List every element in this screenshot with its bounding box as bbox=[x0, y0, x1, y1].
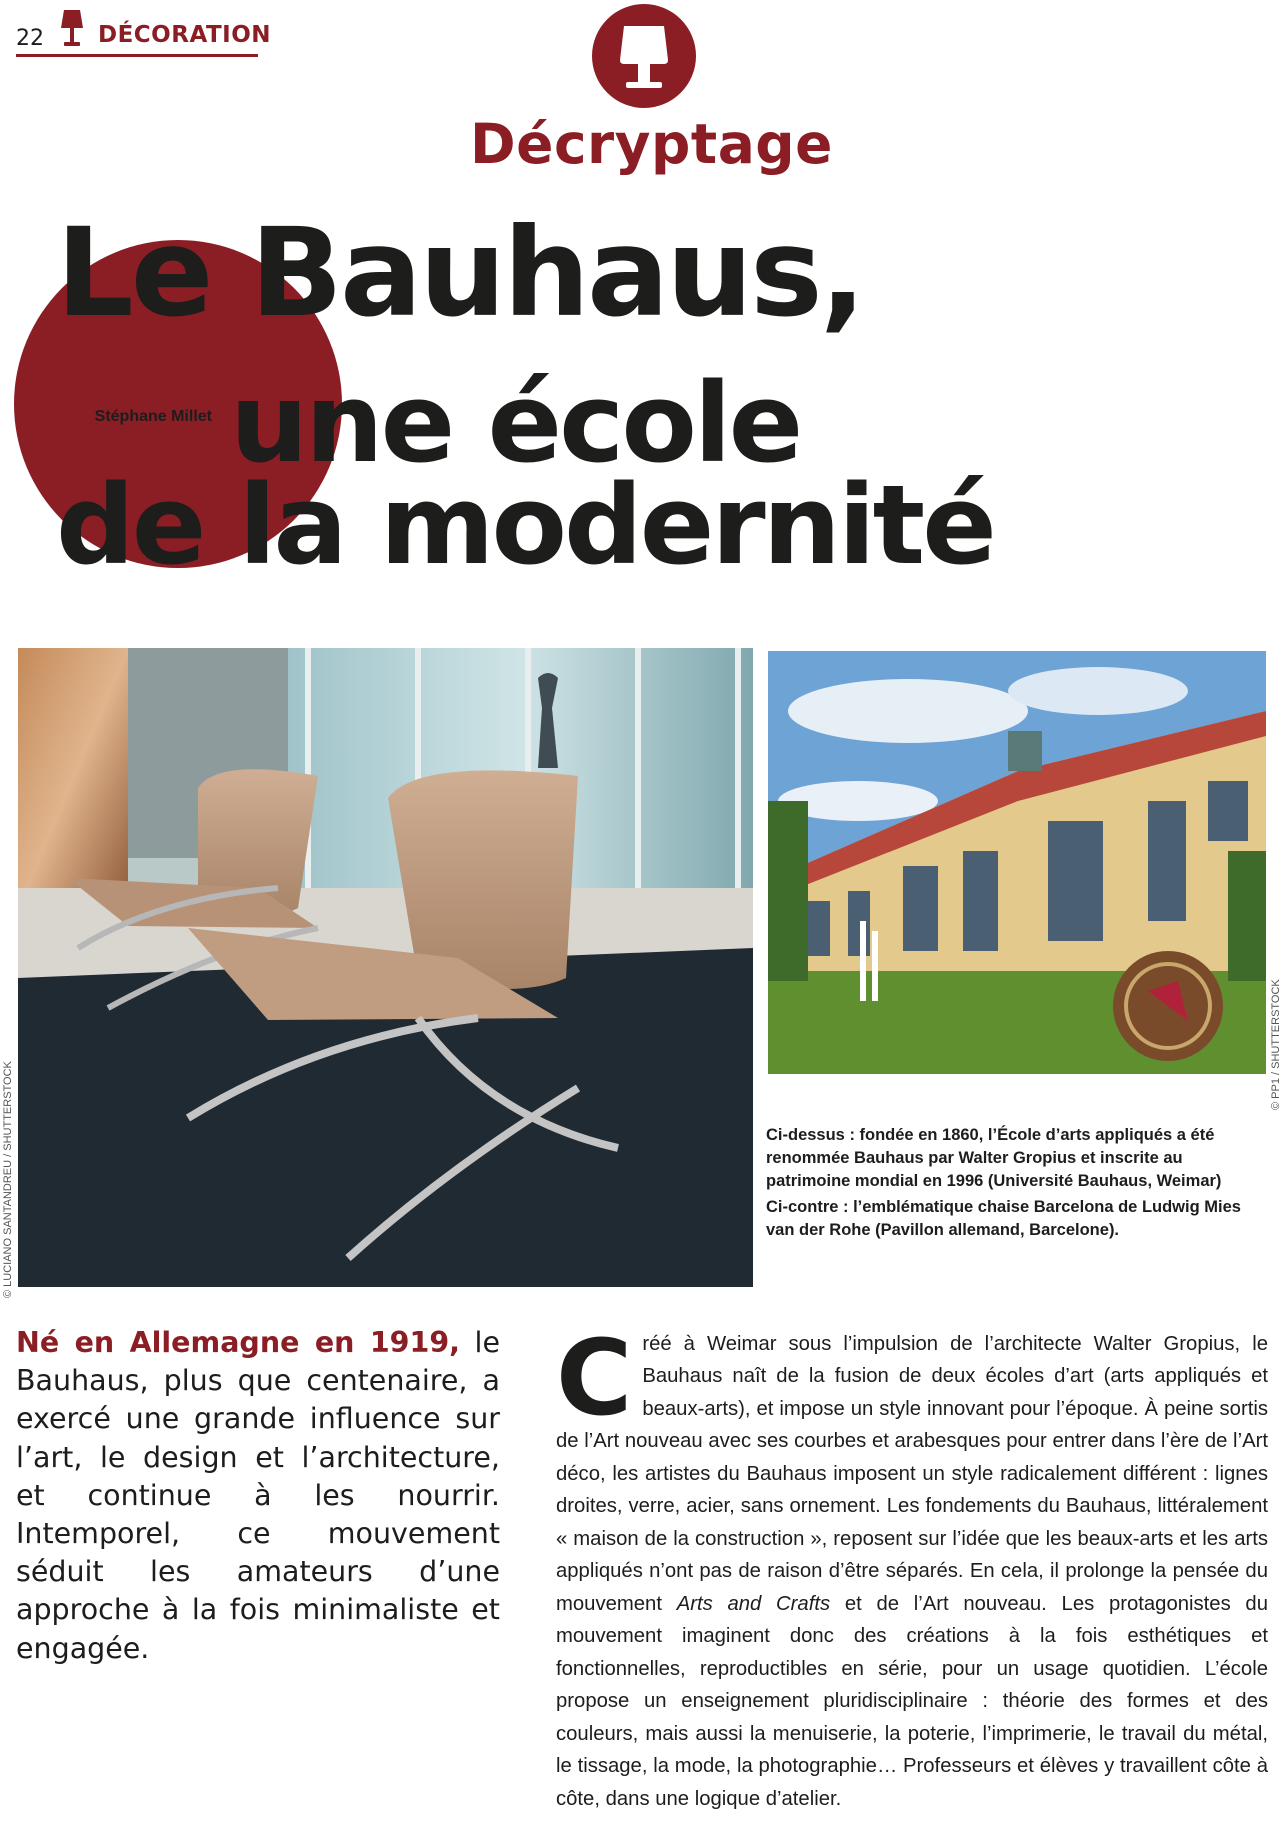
section-rule bbox=[16, 54, 258, 57]
drop-cap: C bbox=[556, 1317, 633, 1439]
kicker: Décryptage bbox=[470, 112, 833, 176]
author-name: Stéphane Millet bbox=[94, 407, 212, 425]
lead-paragraph bbox=[16, 1324, 500, 1668]
lead-highlight: Né en Allemagne en 1919, bbox=[16, 1326, 461, 1359]
lamp-logo-icon bbox=[592, 4, 696, 108]
barcelona-chair-photo bbox=[18, 648, 753, 1287]
caption-above: Ci-dessus : fondée en 1860, l’École d’arts appliqués a été renommée Bauhaus par Walter Gropius et inscrite au patrimoine mondial en 1996 (Université Bauhaus, Weimar) bbox=[766, 1126, 1222, 1190]
body-text bbox=[556, 1317, 1268, 1815]
left-photo-credit: © LUCIANO SANTANDREU / SHUTTERSTOCK bbox=[2, 1061, 14, 1298]
barcelona-chair-illustration bbox=[18, 648, 753, 1287]
bauhaus-building-illustration bbox=[768, 651, 1266, 1074]
title-line-1: Le Bauhaus, bbox=[56, 202, 864, 344]
lamp-logo bbox=[592, 4, 696, 108]
title-line-3: de la modernité bbox=[56, 461, 994, 589]
byline-prefix: PAR bbox=[179, 387, 212, 404]
body-part-1: réé à Weimar sous l’impulsion de l’architecte Walter Gropius, le Bauhaus naît de la fusion de deux écoles d’art (arts appliqués et beaux-arts), et impose un style innovant pour l’époque. À peine sortis de l’Art nouveau avec ses courbes et arabesques pour entrer dans l’ère de l’Art déco, les artistes du Bauhaus imposent un style radicalement différent : lignes droites, verre, acier, sans ornement. Les fondements du Bauhaus, littéralement « maison de la construction », reposent sur l’idée que les beaux-arts et les arts appliqués n’ont pas de raison d’être séparés. En cela, il prolonge la pensée du mouvement bbox=[556, 1333, 1268, 1615]
byline bbox=[60, 386, 212, 428]
section-label: DÉCORATION bbox=[98, 22, 272, 48]
page-number: 22 bbox=[16, 26, 44, 51]
right-photo-credit: © PP1 / SHUTTERSTOCK bbox=[1270, 979, 1282, 1110]
body-italic: Arts and Crafts bbox=[676, 1592, 831, 1615]
body-part-2: et de l’Art nouveau. Les protagonistes du mouvement imaginent donc des créations à la fois esthétiques et fonctionnelles, reproductibles en série, pour un usage quotidien. L’école propose un enseignement pluridisciplinaire : théorie des formes et des couleurs, mais aussi la menuiserie, la poterie, l’imprimerie, le travail du métal, le tissage, la mode, la photographie… Professeurs et élèves y travaillent côte à côte, dans une logique d’atelier. bbox=[556, 1592, 1268, 1810]
lamp-icon bbox=[58, 8, 86, 52]
bauhaus-university-photo bbox=[768, 651, 1266, 1074]
photo-captions bbox=[766, 1124, 1266, 1246]
caption-beside: Ci-contre : l’emblématique chaise Barcelona de Ludwig Mies van der Rohe (Pavillon allemand, Barcelone). bbox=[766, 1198, 1241, 1240]
title-line-2: une école bbox=[230, 359, 801, 487]
lead-text: le Bauhaus, plus que centenaire, a exercé une grande influence sur l’art, le design et l’architecture, et continue à les nourrir. Intemporel, ce mouvement séduit les amateurs d’une approche à la fois minimaliste et engagée. bbox=[16, 1326, 500, 1665]
